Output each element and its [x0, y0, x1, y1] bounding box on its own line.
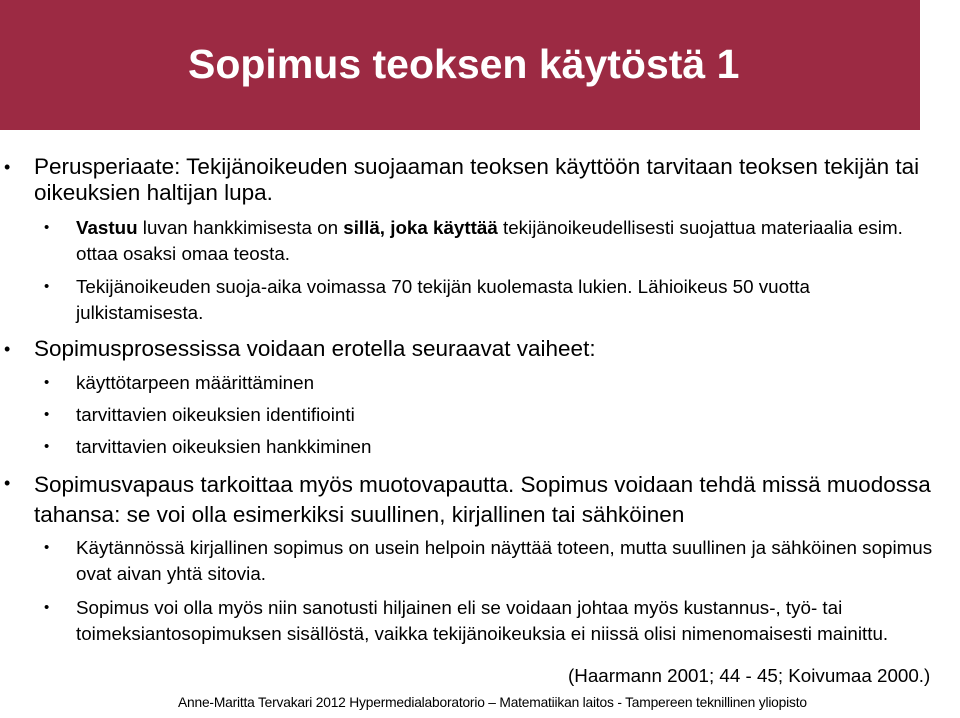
bullet-marker: • — [44, 219, 50, 236]
footer: Anne-Maritta Tervakari 2012 Hypermedialaboratorio – Matematiikan laitos - Tampereen teknillinen yliopisto — [178, 695, 807, 710]
bullet-marker: • — [4, 339, 11, 359]
bullet-step-1: käyttötarpeen määrittäminen — [76, 372, 315, 393]
text-span: tekijänoikeudellisesti suojattua materiaalia esim. ottaa osaksi omaa teosta. — [76, 217, 903, 264]
bullet-marker: • — [44, 539, 50, 556]
citation: (Haarmann 2001; 44 - 45; Koivumaa 2000.) — [568, 665, 931, 686]
bullet-step-3: tarvittavien oikeuksien hankkiminen — [76, 436, 372, 457]
bold-text: Vastuu — [76, 217, 138, 238]
bullet-step-2: tarvittavien oikeuksien identifiointi — [76, 404, 355, 425]
bullet-marker: • — [44, 438, 50, 455]
bullet-protection-period: Tekijänoikeuden suoja-aika voimassa 70 tekijän kuolemasta lukien. Lähioikeus 50 vuotta julkistamisesta. — [76, 276, 810, 323]
bullet-written-contract: Käytännössä kirjallinen sopimus on usein helpoin näyttää toteen, mutta suullinen ja sähköinen sopimus ovat aivan yhtä sitovia. — [76, 537, 933, 584]
bold-text: sillä, joka käyttää — [343, 217, 498, 238]
bullet-marker: • — [4, 157, 11, 177]
bullet-marker: • — [4, 473, 11, 493]
bullet-implied-contract: Sopimus voi olla myös niin sanotusti hiljainen eli se voidaan johtaa myös kustannus-, työ- tai toimeksiantosopimuksen sisällöstä, vaikka tekijänoikeuksia ei niissä olisi nimenomaisesti mainittu. — [76, 597, 889, 644]
bullet-marker: • — [44, 374, 50, 391]
slide-title: Sopimus teoksen käytöstä 1 — [188, 41, 740, 87]
bullet-marker: • — [44, 599, 50, 616]
bullet-process: Sopimusprosessissa voidaan erotella seuraavat vaiheet: — [34, 336, 596, 361]
text-span: luvan hankkimisesta on — [137, 217, 344, 238]
bullet-marker: • — [44, 406, 50, 423]
bullet-principle: Perusperiaate: Tekijänoikeuden suojaaman teoksen käyttöön tarvitaan teoksen tekijän tai oikeuksien haltijan lupa. — [34, 154, 920, 205]
bullet-marker: • — [44, 278, 50, 295]
bullet-responsibility — [76, 215, 934, 267]
bullet-freedom-of-form: Sopimusvapaus tarkoittaa myös muotovapautta. Sopimus voidaan tehdä missä muodossa tahansa: se voi olla esimerkiksi suullinen, kirjallinen tai sähköinen — [34, 472, 931, 527]
